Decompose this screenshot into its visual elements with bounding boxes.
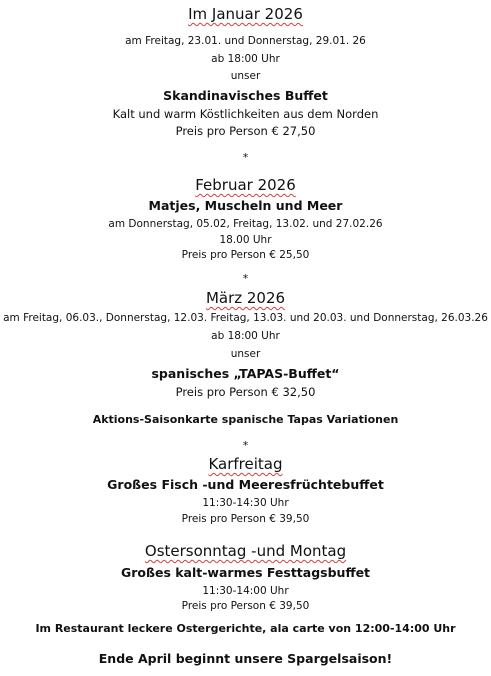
march-title: spanisches „TAPAS-Buffet“ [151, 366, 340, 381]
easter-restaurant-note: Im Restaurant leckere Ostergerichte, ala carte von 12:00-14:00 Uhr [35, 622, 456, 635]
good-friday-time: 11:30-14:30 Uhr [202, 497, 289, 509]
easter-heading: Ostersonntag -und Montag [144, 542, 347, 560]
january-heading: Im Januar 2026 [188, 5, 303, 23]
february-heading: Februar 2026 [195, 176, 296, 194]
march-heading: März 2026 [205, 289, 286, 307]
january-title: Skandinavisches Buffet [163, 88, 328, 103]
february-price: Preis pro Person € 25,50 [181, 249, 310, 261]
good-friday-price: Preis pro Person € 39,50 [181, 513, 310, 525]
january-connector: unser [230, 70, 261, 82]
good-friday-heading: Karfreitag [208, 455, 283, 473]
february-title: Matjes, Muscheln und Meer [148, 198, 343, 213]
march-note: Aktions-Saisonkarte spanische Tapas Variationen [92, 413, 399, 426]
separator: * [242, 439, 249, 452]
separator: * [242, 272, 249, 285]
march-connector: unser [230, 348, 261, 360]
easter-title: Großes kalt-warmes Festtagsbuffet [120, 565, 371, 580]
separator: * [242, 151, 249, 164]
february-time: 18.00 Uhr [219, 234, 272, 246]
january-time: ab 18:00 Uhr [211, 53, 280, 65]
january-dates: am Freitag, 23.01. und Donnerstag, 29.01. 26 [125, 35, 366, 47]
march-price: Preis pro Person € 32,50 [175, 385, 316, 399]
january-subtitle: Kalt und warm Köstlichkeiten aus dem Norden [112, 107, 379, 121]
easter-time: 11:30-14:00 Uhr [202, 585, 289, 597]
march-time: ab 18:00 Uhr [211, 330, 280, 342]
good-friday-title: Großes Fisch -und Meeresfrüchtebuffet [107, 477, 384, 492]
january-price: Preis pro Person € 27,50 [175, 124, 316, 138]
march-dates: am Freitag, 06.03., Donnerstag, 12.03. Freitag, 13.03. und 20.03. und Donnerstag, 26.03.26 [3, 312, 488, 324]
easter-closing: Ende April beginnt unsere Spargelsaison! [98, 651, 393, 666]
easter-price: Preis pro Person € 39,50 [181, 600, 310, 612]
february-dates: am Donnerstag, 05.02, Freitag, 13.02. und 27.02.26 [108, 218, 383, 230]
